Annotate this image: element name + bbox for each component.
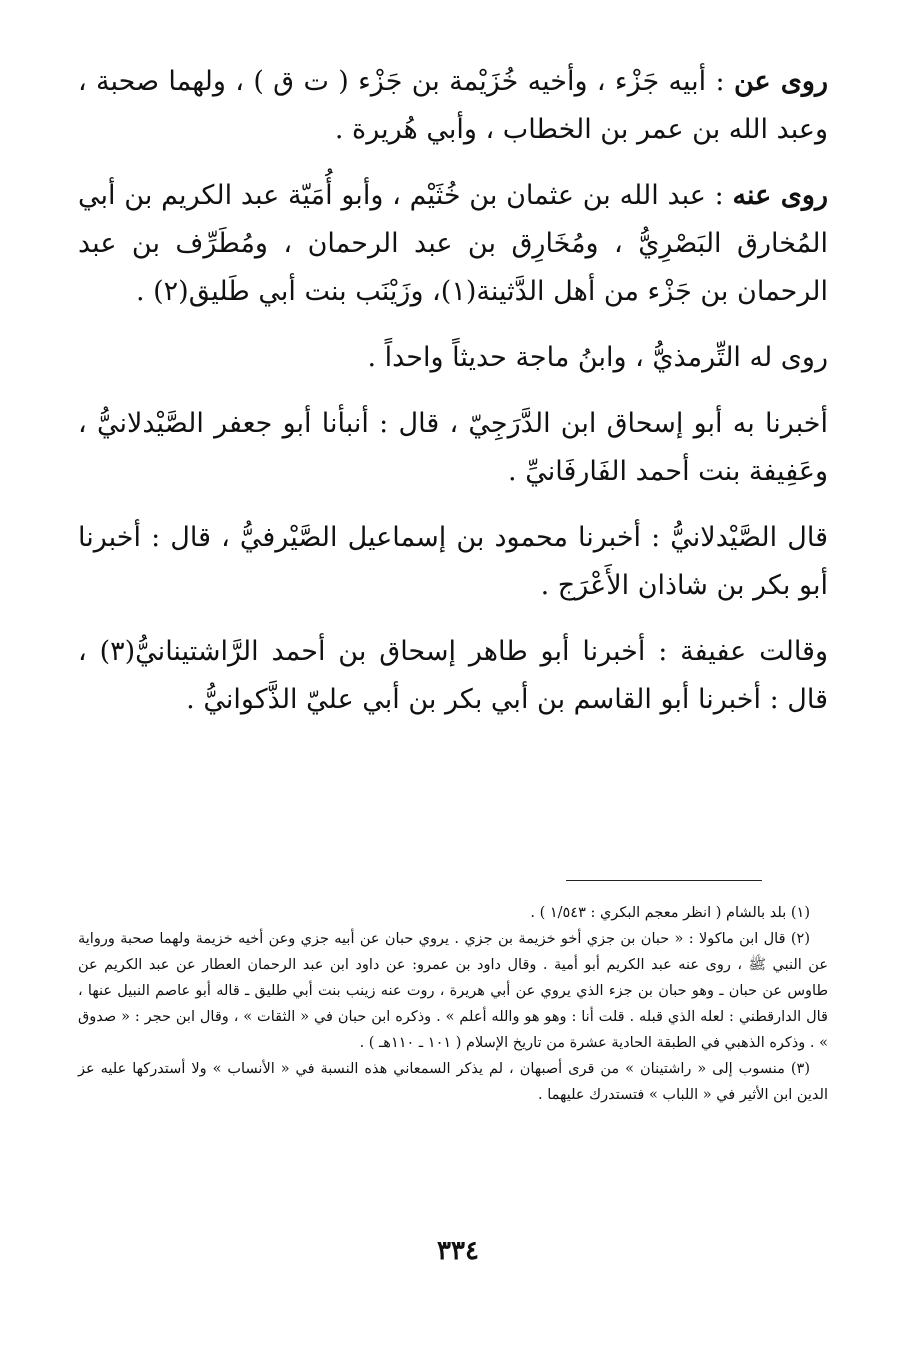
paragraph-lead: روى عن — [733, 66, 828, 97]
paragraph-chain-1 — [78, 400, 828, 496]
footnote-3: (٣) منسوب إلى « راشتينان » من قرى أصبهان ، لم يذكر السمعاني هذه النسبة في « الأنساب » ولا أستدركها عليه عز الدين ابن الأثير في « اللباب » فتستدرك عليهما . — [78, 1061, 828, 1103]
main-text — [78, 58, 828, 742]
footnote-2: (٢) قال ابن ماكولا : « حبان بن جزي أخو خزيمة بن جزي . يروي حبان عن أبيه جزي وعن أخيه خزيمة ولهما صحبة ورواية عن النبي ﷺ ، روى عنه عبد الكريم أبو أمية . وقال داود بن عمرو: عن داود ابن عبد الرحمان العطار عن عبد الكريم عن طاوس عن حبان ـ وهو حبان بن جزء الذي يروي عن أبي هريرة ، روت عنه زينب بنت أبي طليق ـ قاله أبو عاصم النبيل عنها ، قال الدارقطني : لعله الذي قبله . قلت أنا : وهو هو والله أعلم » . وذكره ابن حبان في « الثقات » ، وقال ابن حجر : « صدوق » . وذكره الذهبي في الطبقة الحادية عشرة من تاريخ الإسلام ( ١٠١ ـ ١١٠هـ ) . — [78, 931, 828, 1051]
paragraph-chain-3 — [78, 628, 828, 724]
paragraph-narrated-for — [78, 334, 828, 382]
paragraph-lead: روى عنه — [732, 180, 828, 211]
page-number: ٣٣٤ — [437, 1236, 479, 1266]
paragraph-narrated-from — [78, 58, 828, 154]
paragraph-text: روى له التِّرمذيُّ ، وابنُ ماجة حديثاً واحداً . — [367, 342, 828, 373]
paragraph-text: : عبد الله بن عثمان بن خُثَيْم ، وأبو أُمَيّة عبد الكريم بن أبي المُخارق البَصْرِيُّ ، ومُخَارِق بن عبد الرحمان ، ومُطَرِّف بن عبد الرحمان بن جَزْء من أهل الدَّثينة(١)، وزَيْنَب بنت أبي طَليق(٢) . — [78, 180, 828, 307]
paragraph-text: وقالت عفيفة : أخبرنا أبو طاهر إسحاق بن أحمد الرَّاشتينانيُّ(٣) ، قال : أخبرنا أبو القاسم بن أبي بكر بن أبي عليّ الذَّكوانيُّ . — [78, 636, 828, 715]
footnotes — [78, 900, 828, 1108]
footnote-1: (١) بلد بالشام ( انظر معجم البكري : ١/٥٤٣ ) . — [530, 905, 810, 921]
paragraph-narrated-by — [78, 172, 828, 316]
paragraph-chain-2 — [78, 514, 828, 610]
paragraph-text: قال الصَّيْدلانيُّ : أخبرنا محمود بن إسماعيل الصَّيْرفيُّ ، قال : أخبرنا أبو بكر بن شاذان الأَعْرَج . — [78, 522, 828, 601]
footnote-divider — [566, 880, 762, 881]
paragraph-text: أخبرنا به أبو إسحاق ابن الدَّرَجِيّ ، قال : أنبأنا أبو جعفر الصَّيْدلانيُّ ، وعَفِيفة بنت أحمد الفَارفَانيِّ . — [78, 408, 828, 487]
paragraph-text: : أبيه جَزْء ، وأخيه خُزَيْمة بن جَزْء ( ت ق ) ، ولهما صحبة ، وعبد الله بن عمر بن الخطاب ، وأبي هُريرة . — [78, 66, 828, 145]
